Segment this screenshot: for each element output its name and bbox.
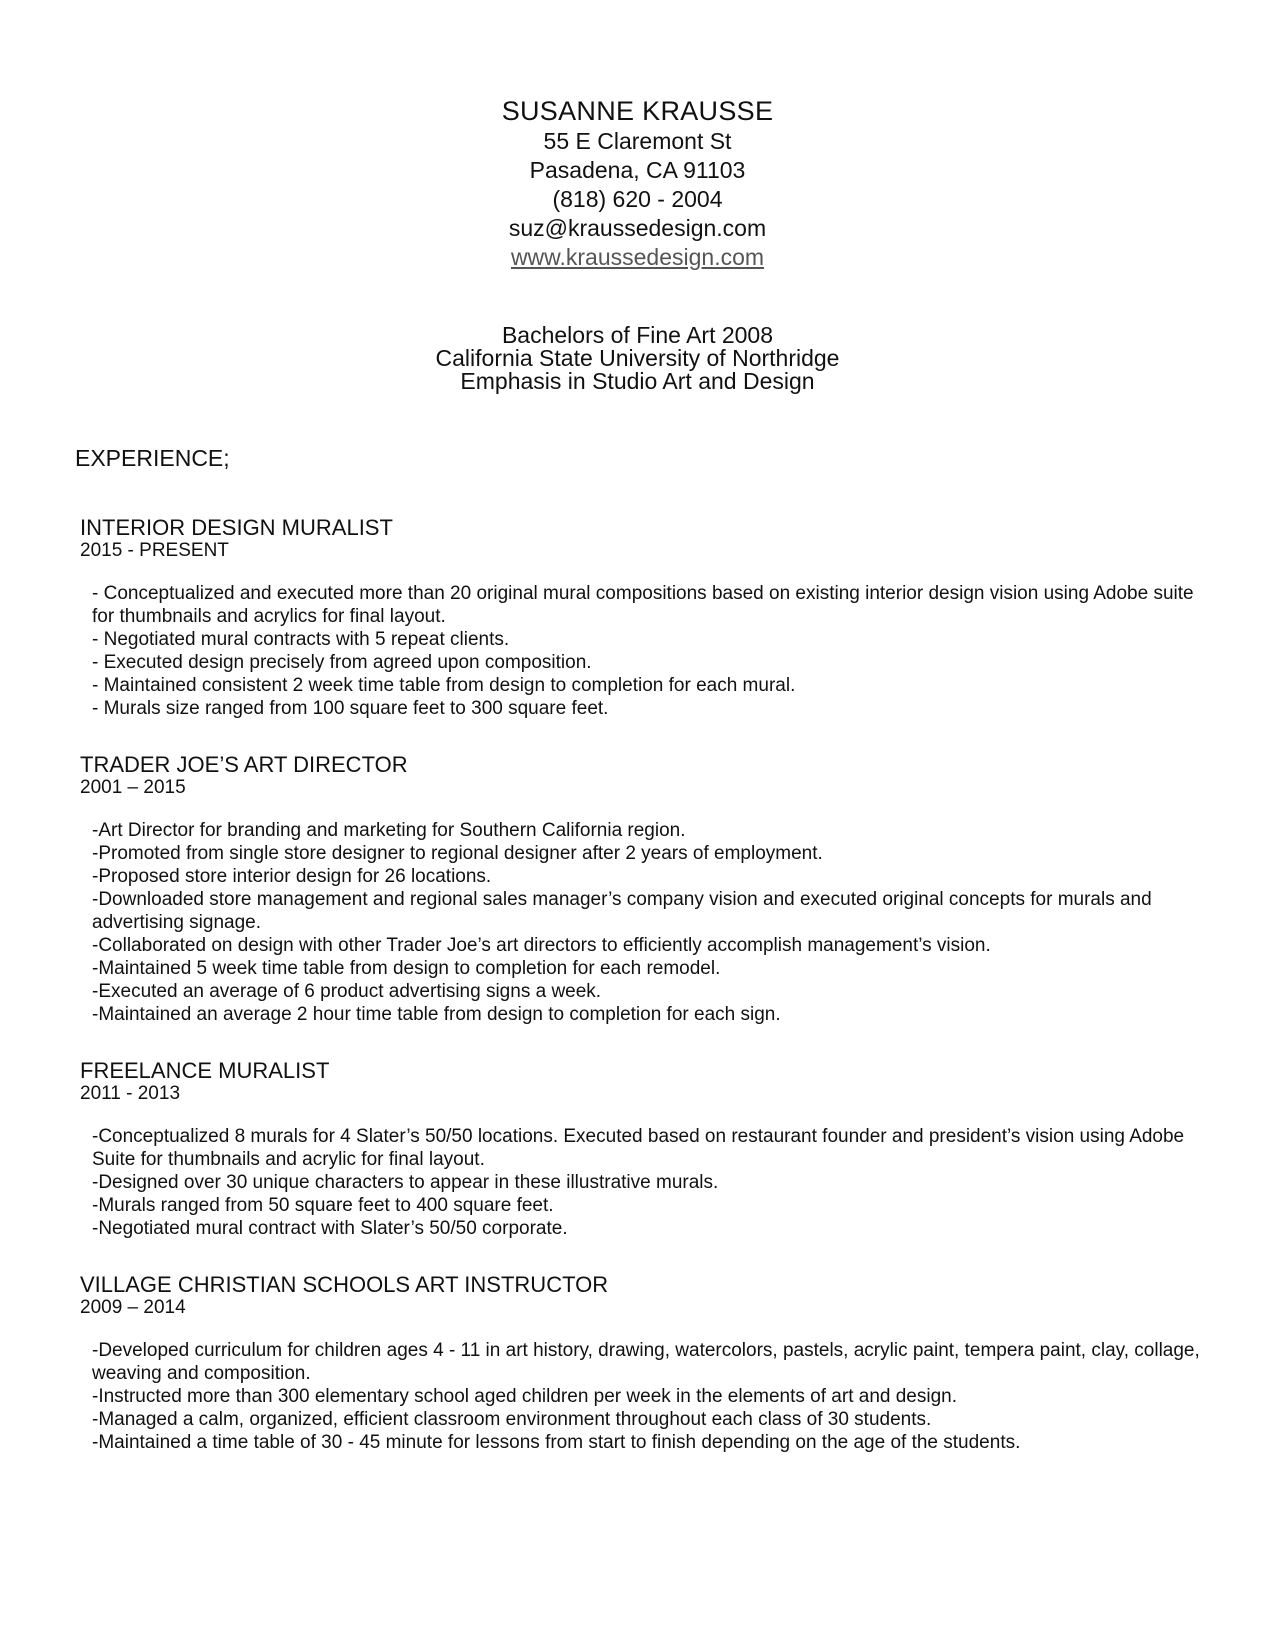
responsibility-item: -Negotiated mural contract with Slater’s 50/50 corporate. — [92, 1218, 568, 1239]
responsibility-item: - Executed design precisely from agreed upon composition. — [92, 652, 592, 673]
job-responsibilities — [80, 1339, 1210, 1454]
responsibility-item: -Conceptualized 8 murals for 4 Slater’s 50/50 locations. Executed based on restaurant founder and president’s vision using Adobe Suite for thumbnails and acrylic for final layout. — [92, 1126, 1185, 1170]
job-title: TRADER JOE’S ART DIRECTOR — [80, 752, 408, 777]
responsibility-item: -Downloaded store management and regional sales manager’s company vision and executed original concepts for murals and advertising signage. — [92, 889, 1152, 933]
experience-heading: EXPERIENCE; — [75, 445, 230, 471]
email-address: suz@kraussedesign.com — [508, 215, 767, 241]
applicant-name: SUSANNE KRAUSSE — [501, 96, 774, 126]
job-entry — [80, 1273, 1210, 1454]
job-entry — [80, 753, 1210, 1026]
job-title: INTERIOR DESIGN MURALIST — [80, 515, 393, 540]
job-dates: 2001 – 2015 — [80, 777, 186, 798]
responsibility-item: - Conceptualized and executed more than 20 original mural compositions based on existing interior design vision using Adobe suite for thumbnails and acrylics for final layout. — [92, 583, 1194, 627]
job-dates: 2011 - 2013 — [80, 1083, 181, 1104]
responsibility-item: -Instructed more than 300 elementary school aged children per week in the elements of art and design. — [92, 1386, 958, 1407]
responsibility-item: -Developed curriculum for children ages 4 - 11 in art history, drawing, watercolors, pastels, acrylic paint, tempera paint, clay, collage, weaving and composition. — [92, 1340, 1200, 1384]
responsibility-item: -Murals ranged from 50 square feet to 400 square feet. — [92, 1195, 554, 1216]
responsibility-item: -Collaborated on design with other Trader Joe’s art directors to efficiently accomplish management’s vision. — [92, 935, 991, 956]
responsibility-item: -Art Director for branding and marketing for Southern California region. — [92, 820, 686, 841]
responsibility-item: - Maintained consistent 2 week time table from design to completion for each mural. — [92, 675, 796, 696]
responsibility-item: -Promoted from single store designer to regional designer after 2 years of employment. — [92, 843, 823, 864]
job-responsibilities — [80, 582, 1210, 720]
city-state-zip: Pasadena, CA 91103 — [529, 157, 746, 183]
responsibility-item: -Executed an average of 6 product advertising signs a week. — [92, 981, 602, 1002]
degree: Bachelors of Fine Art 2008 — [501, 322, 774, 348]
street-address: 55 E Claremont St — [543, 128, 732, 154]
school-name: California State University of Northridge — [435, 345, 840, 371]
education-section — [0, 324, 1275, 393]
responsibility-item: -Maintained 5 week time table from design to completion for each remodel. — [92, 958, 721, 979]
job-entry — [80, 1059, 1210, 1240]
job-title: FREELANCE MURALIST — [80, 1058, 330, 1083]
job-responsibilities — [80, 1125, 1210, 1240]
job-responsibilities — [80, 819, 1210, 1026]
responsibility-item: -Maintained an average 2 hour time table from design to completion for each sign. — [92, 1004, 781, 1025]
contact-header — [0, 96, 1275, 272]
job-dates: 2015 - PRESENT — [80, 540, 229, 561]
responsibility-item: -Designed over 30 unique characters to appear in these illustrative murals. — [92, 1172, 719, 1193]
job-title: VILLAGE CHRISTIAN SCHOOLS ART INSTRUCTOR — [80, 1272, 609, 1297]
job-entry — [80, 516, 1210, 720]
degree-emphasis: Emphasis in Studio Art and Design — [460, 368, 815, 394]
phone-number: (818) 620 - 2004 — [552, 186, 723, 212]
responsibility-item: -Proposed store interior design for 26 locations. — [92, 866, 492, 887]
responsibility-item: - Murals size ranged from 100 square feet to 300 square feet. — [92, 698, 609, 719]
responsibility-item: -Managed a calm, organized, efficient classroom environment throughout each class of 30 students. — [92, 1409, 932, 1430]
job-dates: 2009 – 2014 — [80, 1297, 186, 1318]
website-link[interactable]: www.kraussedesign.com — [510, 244, 765, 270]
responsibility-item: - Negotiated mural contracts with 5 repeat clients. — [92, 629, 510, 650]
responsibility-item: -Maintained a time table of 30 - 45 minute for lessons from start to finish depending on the age of the students. — [92, 1432, 1021, 1453]
experience-list — [80, 516, 1210, 1487]
